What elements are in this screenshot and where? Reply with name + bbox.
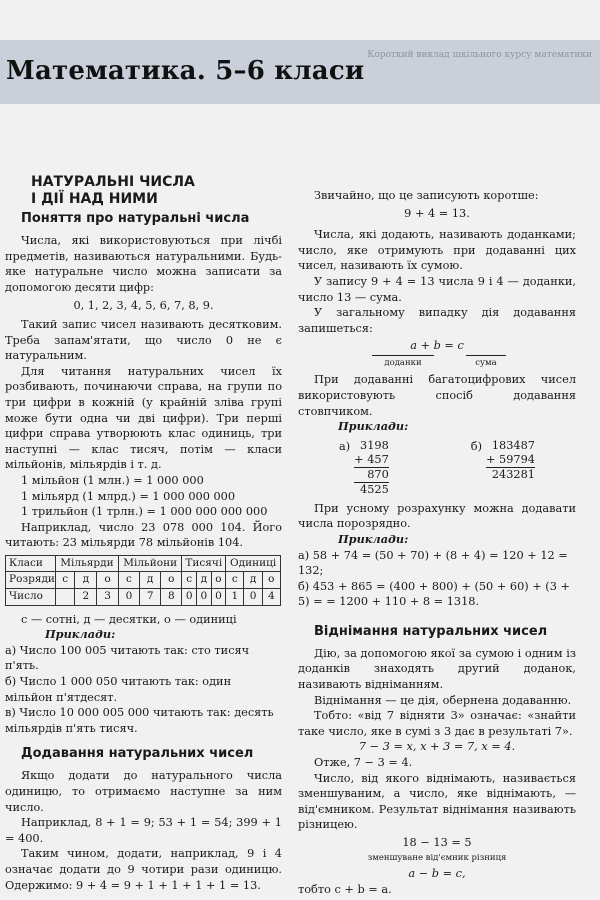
addend: 183487 [491, 438, 535, 452]
paragraph: тобто c + b = a. [298, 882, 392, 896]
formula-label-sum: сума [466, 355, 506, 372]
paragraph: Тобто: «від 7 відняти 3» означає: «знайти таке число, яке в сумі з 3 дає в результаті 7». [298, 709, 576, 738]
table-cell: 7 [140, 589, 161, 606]
example-label: б) [470, 439, 482, 453]
table-row [6, 589, 281, 606]
subtraction-labels: зменшуване від'ємник різниця [367, 852, 507, 863]
definition-million: 1 мільйон (1 млн.) = 1 000 000 [21, 473, 204, 487]
table-cell: Число [6, 589, 56, 606]
paragraph: При додаванні багатоцифрових чисел використовують спосіб додавання стовпчиком. [298, 373, 576, 418]
example-item: в) Число 10 000 005 000 читають так: десять мільярдів п'ять тисяч. [5, 706, 274, 735]
table-cell: 0 [197, 589, 212, 606]
table-cell: Тисячі [182, 555, 226, 572]
example-item: а) 58 + 74 = (50 + 70) + (8 + 4) = 120 + 12 = 132; [298, 548, 568, 578]
paragraph: Наприклад, число 23 078 000 104. Його читають: 23 мільярди 78 мільйонів 104. [5, 520, 282, 550]
table-cell: о [97, 572, 119, 589]
example-item: б) Число 1 000 050 читають так: один мільйон п'ятдесят. [5, 675, 232, 704]
paragraph: Число, від якого віднімають, називається зменшуваним, а число, яке віднімають, — від'ємником. Результат віднімання називають різницею. [298, 771, 576, 832]
table-cell: д [75, 572, 97, 589]
page-title: Математика. 5–6 класи [6, 56, 365, 86]
column-example [339, 439, 389, 497]
paragraph: Числа, які додають, називають доданками; число, яке отримують при додаванні цих чисел, називають їх сумою. [298, 228, 576, 273]
table-cell: Розряди [6, 572, 56, 589]
paragraph: Числа, які використовуються при лічбі предметів, називаються натуральними. Будь-яке натуральне число можна записати за допомогою десяти цифр: [5, 234, 282, 294]
equation: 7 − 3 = x, x + 3 = 7, x = 4. [358, 740, 516, 754]
paragraph: При усному розрахунку можна додавати числа порозрядно. [298, 501, 576, 531]
table-cell: с [226, 572, 244, 589]
table-cell: 0 [118, 589, 139, 606]
running-header: Короткий виклад шкільного курсу математики [367, 50, 592, 60]
table-cell [56, 589, 75, 606]
paragraph: Для читання натуральних чисел їх розбивають, починаючи справа, на групи по три цифри в кожній (у крайній зліва групі може бути одна чи дві цифри). Три перші цифри справа утворюють клас одиниць, три наступні — клас тисяч, потім — класи мільйонів, мільярдів і т. д. [5, 364, 282, 472]
paragraph: Якщо додати до натурального числа одиницю, то отримаємо наступне за ним число. [5, 769, 282, 814]
table-cell: 3 [97, 589, 119, 606]
examples-label: Приклади: [338, 419, 409, 434]
addition-formula [362, 338, 512, 368]
subtraction-general: a − b = c, [408, 867, 466, 881]
classes-table [5, 555, 281, 606]
table-cell: д [140, 572, 161, 589]
table-cell: 1 [226, 589, 244, 606]
example-item: а) Число 100 005 читають так: сто тисяч п'ять. [5, 643, 250, 673]
table-cell: 0 [244, 589, 262, 606]
paragraph: Наприклад, 8 + 1 = 9; 53 + 1 = 54; 399 + 1 = 400. [5, 816, 282, 845]
legend-text: с — сотні, д — десятки, о — одиниці [21, 612, 237, 626]
equation: 9 + 4 = 13. [404, 206, 470, 220]
table-cell: о [161, 572, 182, 589]
subsection-title: Поняття про натуральні числа [21, 211, 250, 226]
table-cell: с [182, 572, 197, 589]
partial-result: 870 [354, 467, 389, 482]
table-cell: д [197, 572, 212, 589]
subsection-title: Віднімання натуральних чисел [314, 623, 548, 639]
table-cell: 0 [182, 589, 197, 606]
paragraph: Таким чином, додати, наприклад, 9 і 4 означає додати до 9 чотири рази одиницю. Одержимо: 9 + 4 = 9 + 1 + 1 + 1 + 1 = 13. [5, 847, 282, 892]
definition-trillion: 1 трильйон (1 трлн.) = 1 000 000 000 000 [21, 505, 268, 519]
example-label: а) [339, 439, 351, 453]
subtraction-equation: 18 − 13 = 5 [402, 836, 472, 849]
paragraph: Віднімання — це дія, обернена додаванню. [314, 693, 572, 707]
table-cell: 4 [262, 589, 280, 606]
table-cell: Мільйони [118, 555, 182, 572]
paragraph: У запису 9 + 4 = 13 числа 9 і 4 — доданки, число 13 — сума. [298, 274, 576, 304]
result: 243281 [486, 467, 535, 482]
addend: 3198 [360, 438, 389, 452]
table-cell: Класи [6, 555, 56, 572]
digits-line: 0, 1, 2, 3, 4, 5, 6, 7, 8, 9. [73, 299, 214, 313]
table-cell: 2 [75, 589, 97, 606]
column-sum [354, 439, 389, 497]
formula-text: a + b = c [410, 339, 464, 353]
column-example [471, 439, 535, 497]
paragraph: Звичайно, що це записують коротше: [314, 189, 539, 202]
table-cell: д [244, 572, 262, 589]
table-row [6, 572, 281, 589]
table-cell: Мільярди [56, 555, 119, 572]
subsection-title: Додавання натуральних чисел [21, 746, 254, 762]
section-title: НАТУРАЛЬНІ ЧИСЛА І ДІЇ НАД НИМИ [31, 174, 195, 207]
paragraph: Такий запис чисел називають десятковим. Треба запам'ятати, що число 0 не є натуральним. [5, 317, 282, 363]
paragraph: Дію, за допомогою якої за сумою і одним із доданків знаходять другий доданок, називають відніманням. [298, 646, 576, 692]
example-item: б) 453 + 865 = (400 + 800) + (50 + 60) + (3 + 5) = = 1200 + 110 + 8 = 1318. [298, 579, 570, 609]
result: 4525 [354, 482, 389, 497]
table-cell: 8 [161, 589, 182, 606]
formula-label-addends: доданки [372, 355, 434, 372]
table-row [6, 555, 281, 572]
table-cell: Одиниці [226, 555, 281, 572]
addend: + 59794 [486, 452, 535, 466]
table-cell: с [118, 572, 139, 589]
table-cell: с [56, 572, 75, 589]
addend: + 457 [354, 452, 389, 466]
column-sum [486, 439, 535, 497]
table-cell: о [262, 572, 280, 589]
column-addition-examples [298, 439, 576, 497]
examples-label: Приклади: [338, 531, 409, 546]
table-cell: 0 [211, 589, 226, 606]
paragraph: Отже, 7 − 3 = 4. [314, 756, 413, 770]
table-cell: о [211, 572, 226, 589]
right-column [298, 110, 576, 897]
left-column [5, 110, 282, 893]
paragraph: У загальному випадку дія додавання запишеться: [298, 306, 576, 335]
examples-label: Приклади: [45, 627, 116, 642]
definition-billion: 1 мільярд (1 млрд.) = 1 000 000 000 [21, 489, 236, 503]
